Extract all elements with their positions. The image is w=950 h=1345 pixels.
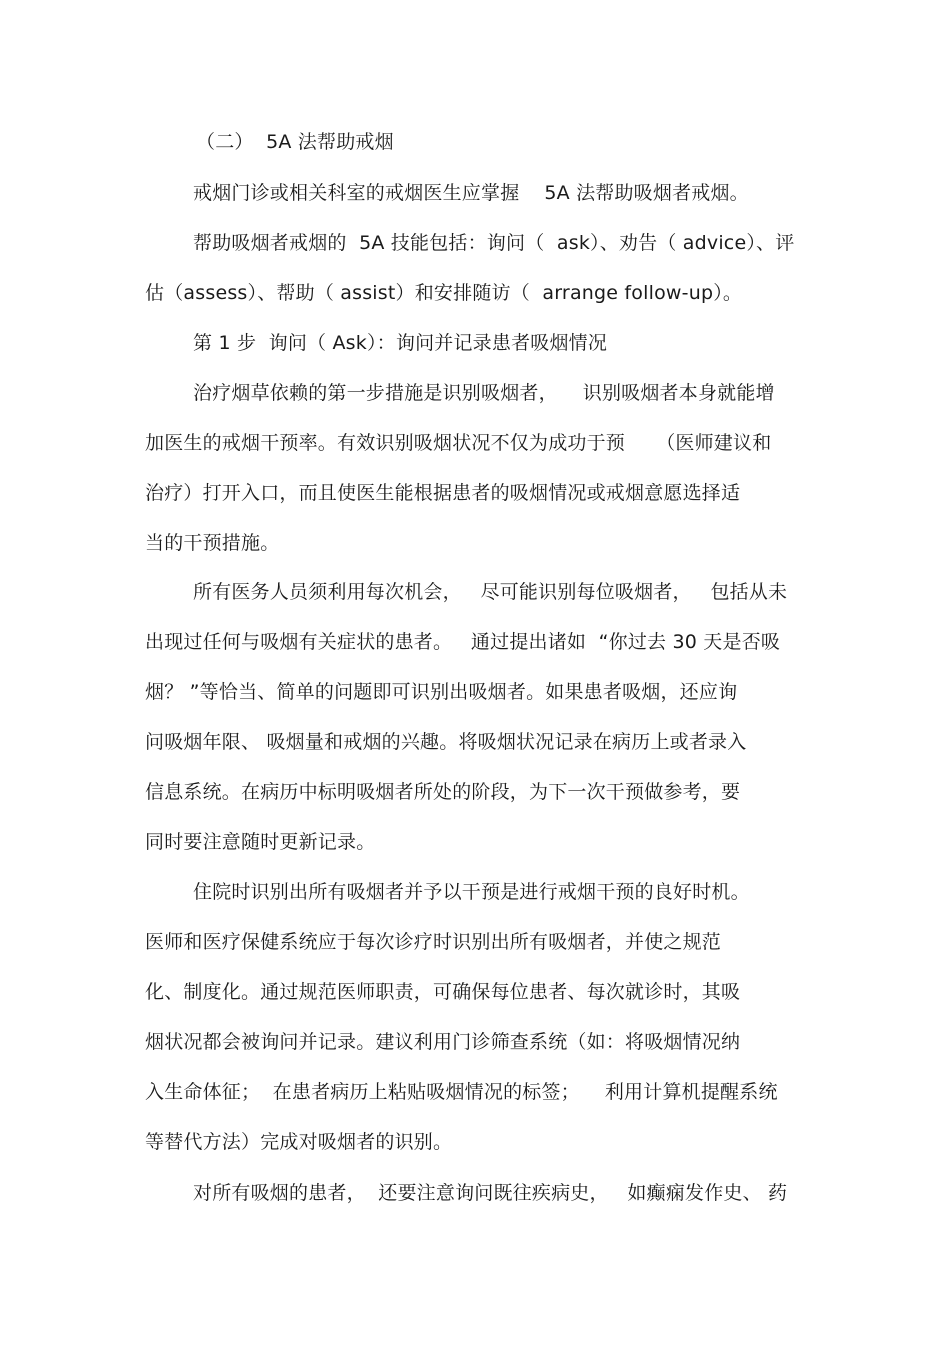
paragraph-line: 治疗）打开入口，而且使医生能根据患者的吸烟情况或戒烟意愿选择适 xyxy=(145,482,741,504)
paragraph-line: 烟？ ”等恰当、简单的问题即可识别出吸烟者。如果患者吸烟，还应询 xyxy=(145,681,738,703)
paragraph-line: 治疗烟草依赖的第一步措施是识别吸烟者， 识别吸烟者本身就能增 xyxy=(193,382,775,404)
paragraph-line: 出现过任何与吸烟有关症状的患者。 通过提出诸如 “你过去 30 天是否吸 xyxy=(145,631,781,653)
step-heading: 第 1 步 询问（ Ask）：询问并记录患者吸烟情况 xyxy=(193,332,608,354)
paragraph-line: 帮助吸烟者戒烟的 5A 技能包括：询问（ ask）、劝告（ advice）、评 xyxy=(193,232,795,254)
paragraph-line: 医师和医疗保健系统应于每次诊疗时识别出所有吸烟者，并使之规范 xyxy=(145,931,722,953)
paragraph-line: 化、制度化。通过规范医师职责，可确保每位患者、每次就诊时，其吸 xyxy=(145,981,741,1003)
paragraph-line: 同时要注意随时更新记录。 xyxy=(145,831,376,853)
paragraph-line: 估（assess）、帮助（ assist）和安排随访（ arrange follow-up）。 xyxy=(145,282,743,304)
paragraph-line: 入生命体征； 在患者病历上粘贴吸烟情况的标签； 利用计算机提醒系统 xyxy=(145,1081,778,1103)
paragraph-line: 住院时识别出所有吸烟者并予以干预是进行戒烟干预的良好时机。 xyxy=(193,881,750,903)
paragraph-line: 所有医务人员须利用每次机会， 尽可能识别每位吸烟者， 包括从未 xyxy=(193,581,788,603)
paragraph-line: 戒烟门诊或相关科室的戒烟医生应掌握 5A 法帮助吸烟者戒烟。 xyxy=(193,182,749,204)
paragraph-line: 等替代方法）完成对吸烟者的识别。 xyxy=(145,1131,453,1153)
paragraph-line: 加医生的戒烟干预率。有效识别吸烟状况不仅为成功于预 （医师建议和 xyxy=(145,432,772,454)
paragraph-line: 当的干预措施。 xyxy=(145,532,280,554)
paragraph-line: 信息系统。在病历中标明吸烟者所处的阶段，为下一次干预做参考，要 xyxy=(145,781,741,803)
section-heading: （二） 5A 法帮助戒烟 xyxy=(196,131,394,153)
paragraph-line: 对所有吸烟的患者， 还要注意询问既往疾病史， 如癫痫发作史、 药 xyxy=(193,1182,788,1204)
paragraph-line: 烟状况都会被询问并记录。建议利用门诊筛查系统（如：将吸烟情况纳 xyxy=(145,1031,741,1053)
paragraph-line: 问吸烟年限、 吸烟量和戒烟的兴趣。将吸烟状况记录在病历上或者录入 xyxy=(145,731,747,753)
